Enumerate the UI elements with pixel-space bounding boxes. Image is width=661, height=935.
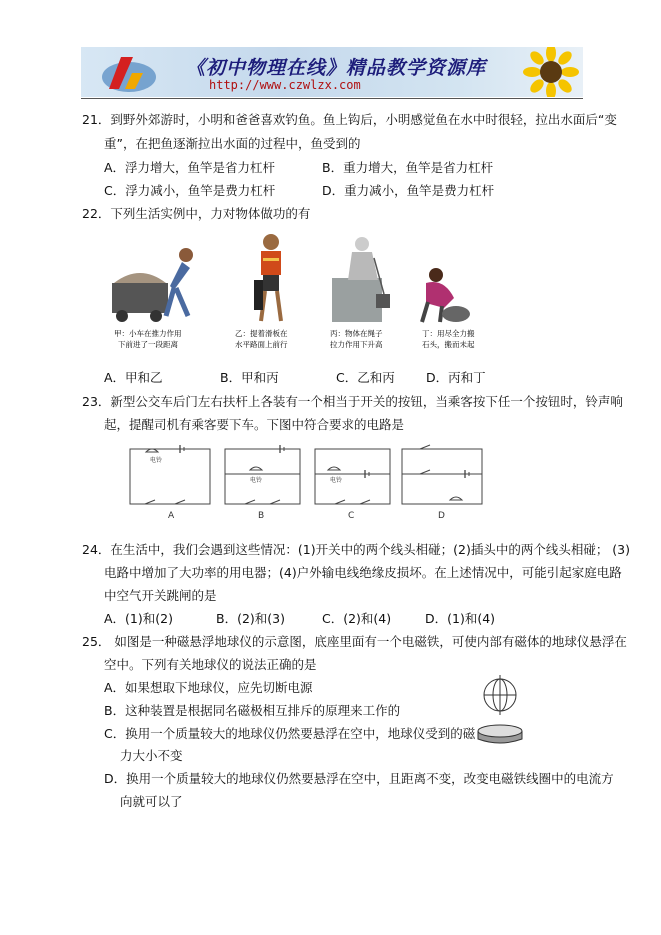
caption-yi-1: 乙：提着滑板在 <box>235 329 288 338</box>
q22-illustrations <box>104 228 504 360</box>
q21-option-b: B．重力增大，鱼竿是省力杠杆 <box>322 160 494 175</box>
man-with-board-figure <box>254 234 281 321</box>
q21-stem-line1: 21．到野外郊游时，小明和爸爸喜欢钓鱼。鱼上钩后，小明感觉鱼在水中时很轻，拉出水面后“变 <box>82 112 617 127</box>
circuit-a <box>130 445 210 504</box>
q25-option-d-line2: 向就可以了 <box>120 794 183 809</box>
q25-stem-line2: 空中。下列有关地球仪的说法正确的是 <box>104 657 317 672</box>
lift-stone-figure <box>422 268 470 322</box>
q25-stem-line1: 25． 如图是一种磁悬浮地球仪的示意图，底座里面有一个电磁铁，可使内部有磁体的地球仪悬浮在 <box>82 634 627 649</box>
q21-option-c: C．浮力减小，鱼竿是费力杠杆 <box>104 183 276 198</box>
q22-option-b: B．甲和丙 <box>220 370 279 385</box>
caption-yi-2: 水平路面上前行 <box>235 340 288 349</box>
cart-push-figure <box>112 248 193 322</box>
q24-option-a: A．(1)和(2) <box>104 611 173 626</box>
q25-option-d-line1: D．换用一个质量较大的地球仪仍然要悬浮在空中，且距离不变，改变电磁铁线圈中的电流方 <box>104 771 614 786</box>
q25-option-c-line1: C．换用一个质量较大的地球仪仍然要悬浮在空中，地球仪受到的磁 <box>104 726 476 741</box>
q24-stem-line3: 中空气开关跳闸的是 <box>104 588 217 603</box>
caption-ding-1: 丁：用尽全力搬 <box>422 329 475 338</box>
q25-option-b: B．这种装置是根据同名磁极相互排斥的原理来工作的 <box>104 703 401 718</box>
circuit-c-bell-label: 电铃 <box>330 477 343 484</box>
circuit-b-label: B <box>258 511 265 521</box>
q21-stem-line2: 重”，在把鱼逐渐拉出水面的过程中，鱼受到的 <box>104 136 361 151</box>
circuit-d <box>402 445 482 504</box>
caption-jia-2: 下前进了一段距离 <box>118 340 178 349</box>
circuit-c-label: C <box>348 511 355 521</box>
caption-bing-2: 拉力作用下升高 <box>330 340 383 349</box>
maglev-globe-figure <box>470 673 530 747</box>
q22-option-c: C．乙和丙 <box>336 370 395 385</box>
circuit-b-bell-label: 电铃 <box>250 477 263 484</box>
q25-option-a: A．如果想取下地球仪，应先切断电源 <box>104 680 313 695</box>
q21-option-a: A．浮力增大，鱼竿是省力杠杆 <box>104 160 276 175</box>
q24-stem-line2: 电路中增加了大功率的用电器；(4)户外输电线绝缘皮损坏。在上述情况中，可能引起家庭电路 <box>104 565 622 580</box>
q24-option-b: B．(2)和(3) <box>216 611 285 626</box>
q23-stem-line2: 起，提醒司机有乘客要下车。下图中符合要求的电路是 <box>104 417 405 432</box>
banner-url: http://www.czwlzx.com <box>209 78 361 92</box>
q23-circuit-diagrams <box>120 444 490 522</box>
circuit-a-label: A <box>168 511 175 521</box>
q22-option-d: D．丙和丁 <box>426 370 486 385</box>
q24-option-c: C．(2)和(4) <box>322 611 392 626</box>
q22-option-a: A．甲和乙 <box>104 370 163 385</box>
banner-title: 《初中物理在线》精品教学资源库 <box>186 57 487 79</box>
logo-icon <box>99 51 159 95</box>
caption-ding-2: 石头，搬而未起 <box>422 340 475 349</box>
circuit-a-bell-label: 电铃 <box>150 457 163 464</box>
q24-stem-line1: 24．在生活中，我们会遇到这些情况：(1)开关中的两个线头相碰；(2)插头中的两个线头相碰； (3) <box>82 542 630 557</box>
header-banner <box>81 47 583 97</box>
header-rule <box>81 98 583 99</box>
q23-stem-line1: 23．新型公交车后门左右扶杆上各装有一个相当于开关的按钮，当乘客按下任一个按钮时，铃声响 <box>82 394 623 409</box>
q21-option-d: D．重力减小，鱼竿是费力杠杆 <box>322 183 495 198</box>
q24-option-d: D．(1)和(4) <box>425 611 496 626</box>
caption-jia-1: 甲：小车在推力作用 <box>114 329 182 338</box>
circuit-d-label: D <box>438 511 445 521</box>
rope-lift-figure <box>332 237 390 322</box>
q22-stem: 22．下列生活实例中，力对物体做功的有 <box>82 206 311 221</box>
caption-bing-1: 丙：物体在绳子 <box>330 329 383 338</box>
sunflower-icon <box>521 47 583 97</box>
q25-option-c-line2: 力大小不变 <box>120 748 183 763</box>
circuit-c <box>315 449 390 504</box>
circuit-b <box>225 445 300 504</box>
